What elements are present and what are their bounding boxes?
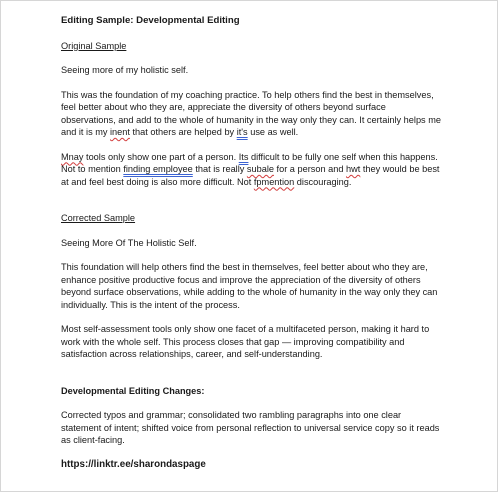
- spacer: [61, 373, 443, 385]
- original-paragraph-1: [61, 89, 443, 139]
- document-title: Editing Sample: Developmental Editing: [61, 15, 240, 26]
- grammar-flagged-phrase[interactable]: finding employee: [123, 164, 193, 174]
- original-p1-text-b: that others are helped by: [129, 127, 237, 137]
- corrected-sample-label: Corrected Sample: [61, 213, 136, 223]
- misspelled-word[interactable]: hwt: [346, 164, 361, 174]
- corrected-paragraph-1: This foundation will help others find the best in themselves, feel better about who they are, enhance positive productive focus and improve the appreciation of the diversity of others beyond surface observations, while adding to the whole of humanity in the way only they can individually. This is the intent of the process.: [61, 262, 438, 310]
- changes-paragraph: Corrected typos and grammar; consolidated two rambling paragraphs into one clear statement of intent; shifted voice from personal reflection to universal service copy so it reads as client-facing.: [61, 410, 440, 445]
- misspelled-word[interactable]: inent: [110, 127, 130, 137]
- corrected-heading: Seeing More Of The Holistic Self.: [61, 237, 197, 248]
- original-p2-text-b: difficult to be fully one self when this happens. Not to mention: [61, 151, 438, 174]
- original-p2-text-d: for a person and: [273, 164, 346, 174]
- changes-heading: Developmental Editing Changes:: [61, 385, 205, 396]
- linktree-link[interactable]: https://linktr.ee/sharondaspage: [61, 458, 206, 470]
- original-heading: Seeing more of my holistic self.: [61, 65, 189, 75]
- original-p2-text-f: discouraging.: [294, 176, 352, 187]
- original-p2-text-a: tools only show one part of a person.: [83, 151, 239, 162]
- original-p1-text-a: This was the foundation of my coaching practice. To help others find the best in themselves, feel better about who they are, appreciate the diversity of others beyond surface observations, and add to the whole of humanity in the way only they can. It certainly helps me and it is my: [61, 89, 441, 137]
- spacer: [61, 200, 443, 212]
- misspelled-word[interactable]: Mnay: [61, 151, 84, 162]
- original-paragraph-2: [61, 151, 443, 189]
- misspelled-word[interactable]: subale: [246, 164, 274, 174]
- original-p1-text-c: use as well.: [247, 127, 299, 137]
- original-p2-text-e: they would be best at and feel best doing is also more difficult. Not: [61, 164, 440, 187]
- original-p2-text-c: that is really: [192, 164, 247, 174]
- corrected-paragraph-2: Most self-assessment tools only show one facet of a multifaceted person, making it hard to work with the whole self. This process closes that gap — improving compatibility and satisfaction across relationships, career, and self-understanding.: [61, 324, 430, 359]
- document-body: [61, 15, 443, 471]
- grammar-flagged-word[interactable]: Its: [238, 151, 249, 162]
- misspelled-word[interactable]: fpmention: [253, 176, 295, 187]
- original-sample-label: Original Sample: [61, 40, 127, 51]
- grammar-flagged-word[interactable]: it's: [236, 127, 248, 137]
